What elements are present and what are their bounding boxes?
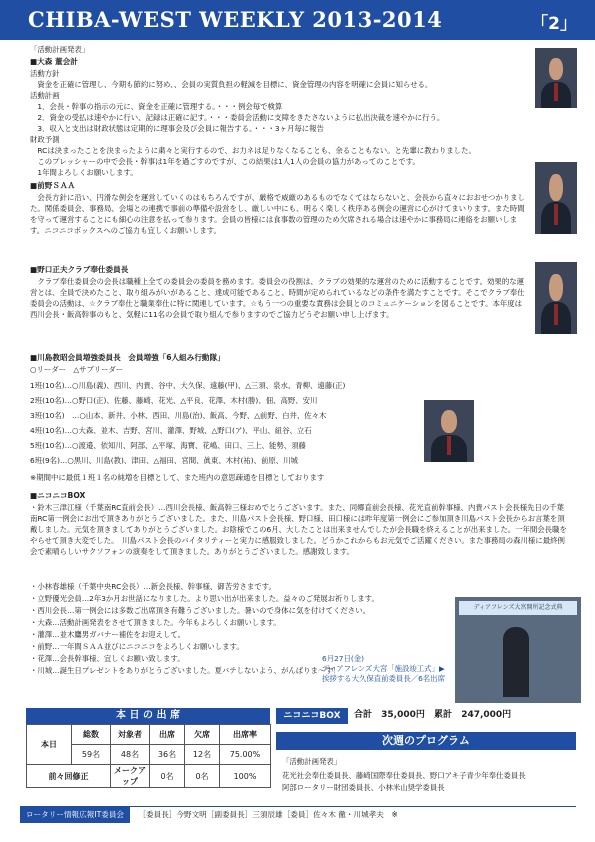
previous-makeup: 0名 (150, 765, 185, 788)
niconico-item: ・花澤…会長幹事様、宜しくお願い致します。 (30, 654, 185, 663)
group-line: 3班(10名) …○山本、新井、小林、西田、川島(治)、飯高、今野、△前野、白井、佐々木 (30, 411, 327, 420)
omori-name: ■大森 董会計 (30, 57, 78, 66)
event-banner: ディアフレンズ大宮開所記念式典 (459, 601, 577, 615)
noguchi-photo (535, 262, 577, 334)
footer (20, 806, 576, 823)
kawashima-name: ■川島教昭会員増強委員長 会員増強「6人組み行動隊」 (30, 353, 225, 362)
niconico-total-label: ニコニコBOX (276, 708, 348, 724)
omori-line: 活動方針 (30, 69, 60, 78)
niconico-heading: ■ニコニコBOX (30, 491, 86, 500)
page-number: 「2」 (531, 14, 577, 34)
today-label: 本日 (27, 725, 72, 765)
niconico-item: ・小林春雄様（千葉中央RC会長）…新会長様、幹事様、御苦労さまです。 (30, 582, 276, 591)
caption-line: 挨拶する大久保直前委員長／6名出席 (322, 674, 445, 683)
previous-rate: 100% (220, 765, 271, 788)
maeno-name: ■前野ＳＡＡ (30, 181, 76, 190)
previous-absent: 0名 (185, 765, 220, 788)
group-note: ※期間中に最低１班１名の純増を目標として、また班内の意思疎通を目標としております (30, 473, 325, 482)
next-program-heading: 「活動計画発表」 (282, 757, 342, 766)
total-label: 合計 (354, 710, 373, 720)
col-header: 欠席 (185, 725, 220, 745)
omori-line: 活動計画 (30, 91, 60, 100)
caption-line: ディアフレンズ大宮「施設竣工式」▶ (322, 664, 445, 673)
col-header: 出席 (150, 725, 185, 745)
section-heading: 「活動計画発表」 (30, 45, 90, 54)
caption-line: 6月27日(金) (322, 654, 365, 663)
cumulative-value: 247,000円 (461, 710, 512, 720)
noguchi-name: ■野口正夫クラブ奉仕委員長 (30, 265, 129, 274)
niconico-item: ・大森…活動計画発表をさせて頂きました。今年もよろしくお願いします。 (30, 618, 281, 627)
attendance-table (26, 724, 271, 788)
photo-caption (322, 654, 445, 684)
col-header: 出席率 (220, 725, 271, 745)
group-line: 6班(9名)…○黒川、川島(教)、津田、△福田、宮間、眞東、木村(祐)、前原、川城 (30, 456, 298, 465)
group-line: 5班(10名)…○渡邉、依知川、阿部、△平塚、海寶、花嶋、田口、三上、能勢、須藤 (30, 441, 306, 450)
niconico-item: ・西川会長…第一例会には多数ご出席頂き有難うございました。暑いので身体に気を付けてください。 (30, 606, 370, 615)
next-program-line: 阿部ロータリー財団委員長、小林米山奨学委員長 (282, 783, 445, 792)
today-rate: 75.00% (220, 745, 271, 765)
maeno-photo (535, 162, 577, 234)
group-line: 2班(10名)…○野口(正)、佐藤、藤崎、花光、△平良、花澤、木村(勝)、佃、高野、安川 (30, 396, 318, 405)
kawashima-photo (424, 400, 474, 462)
niconico-item: ・川城…誕生日プレゼントをありがとうございました。夏バテしないよう、がんばりま〜す！ (30, 666, 341, 675)
omori-photo (535, 48, 577, 108)
maeno-text: 会長方針に沿い、円滑な例会を運営していくのはもちろんですが、厳格で威厳のあるものでなくてはならないと、会長から直々におおせつかりました。関係委員会、事務局、会場との連携で事前の準備や設営をし、厳しい中にも、明るく楽しく秩序ある例会の運営に心がけてまいります。また時間を守って運営することにも細心の注意を払って参ります。会員の皆様には食事数の管理のため欠席される場合は速やかに事務局に連絡をお願いします。ニコニコボックスへのご協力も宜しくお願いします。 (30, 193, 525, 235)
col-header: 総数 (72, 725, 111, 745)
group-line: 1班(10名)…○川島(義)、西川、内貴、谷中、大久保、遠藤(甲)、△三須、泉水、青柳、遠藤(正) (30, 381, 346, 390)
omori-line: RCは決まったことを決まったように粛々と実行するので、お力ネは足りなくなることも、余ることもない。と先輩に教わりました。 (30, 146, 476, 155)
attendance-title: 本 日 の 出 席 (26, 708, 270, 724)
today-total: 59名 (72, 745, 111, 765)
newsletter-header (0, 0, 595, 40)
group-line: 4班(10名)…○大森、並木、吉野、宮川、灌澤、野城、△野口(ア)、平山、紐谷、立石 (30, 426, 312, 435)
omori-line: 2．資金の受払は速やかに行い、記録は正確に記す。・・・委員会活動に支障をきたさないように払出決裁を速やかに行う。 (30, 113, 445, 122)
today-absent: 12名 (185, 745, 220, 765)
makeup-label: メークアップ (111, 765, 150, 788)
omori-line: 1年間よろしくお願いします。 (30, 168, 138, 177)
footer-committee: ロータリー情報広報IT委員会 (20, 807, 130, 823)
omori-line: 資金を正確に管理し、今期も節約に努め、、会員の実質負担の軽減を目標に、資金管理の内容を明確に会員に知らせる。 (30, 80, 433, 89)
next-program-title: 次週のプログラム (276, 732, 576, 750)
today-eligible: 48名 (111, 745, 150, 765)
omori-line: 財政予測 (30, 135, 60, 144)
niconico-item: ・灌澤…並木鷹男ガバナー補佐をお迎えして。 (30, 630, 186, 639)
next-program-line: 花光社会奉仕委員長、藤崎国際奉仕委員長、野口アキ子青少年奉仕委員長 (282, 771, 526, 780)
event-photo (455, 597, 581, 703)
omori-line: 3．収入と支出は財政状態は定期的に理事会及び会員に報告する。・・・3ヶ月毎に報告 (30, 124, 324, 133)
niconico-item: ・鈴木三津江様（千葉南RC直前会長）…西川会長様、飯高幹三様おめでとうございます。また、同郷直前会長様、花光直前幹事様、内貴パスト会長様先日の千葉南RC第一例会にお出で頂きありがとうございました。また、川島パスト会長様、野口様、田口様には昨年度第一例会にご参加頂き川島パスト会長からお言葉を頂戴しました。元気を頂きましてありがとうございました。お陰様でこの6月、大したことは出来ませんでしたが会長職を終えることが出来ました。一年間会長職をやらせて頂き大変でした。 川島パスト会長のバイタリティーと実力に感服致しました。どうかこれからもお元気でご活躍ください。また事務局の森川様に最終例会で素晴らしいサクソフォンの演奏をして頂きました。ありがとうございました。感謝致します。 (30, 503, 567, 556)
niconico-total-line (354, 710, 511, 721)
cumulative-label: 累計 (434, 710, 453, 720)
newsletter-title: CHIBA-WEST WEEKLY 2013-2014 (28, 7, 443, 32)
today-present: 36名 (150, 745, 185, 765)
niconico-item: ・前野…一年間ＳＡＡ並びにニコニコをよろしくお願いします。 (30, 642, 244, 651)
omori-line: このプレッシャーの中で会長・幹事は1年を過ごすのですが、この結果は1人1人の会員の協力があってのことです。 (30, 157, 420, 166)
speaker-figure (503, 627, 529, 697)
niconico-item: ・立野優光会員…2年3か月お世話になりました。より思い出が出来ました。益々のご発展お祈りします。 (30, 594, 379, 603)
noguchi-text: クラブ奉仕委員会の会長は職種上全ての委員会の委員を務めます。委員会の役割は、クラブの効果的な運営のために活動することです。効果的な運営とは、全員で決めたこと、取り組みがいがあること、達成可能であること、時間が定められているなどの条件を満たすことです。そこでクラブ奉仕委員会の活動は、☆クラブ奉仕と職業奉仕に特に関連しています。☆もう一つの重要な責務は会員とのコミュニケーションを図ることです。本年度は西川会長・飯高幹事のもと、気軽に11名の会員で取り組んで参りますのでご協力どうぞお願い申し上げます。 (30, 277, 525, 319)
total-value: 35,000円 (381, 710, 425, 720)
previous-label: 前々回修正 (27, 765, 111, 788)
group-legend: ○リーダー △サブリーダー (30, 365, 124, 374)
footer-members: ［委員長］今野文明［副委員長］三須辰雄［委員］佐々木 徹・川城孝夫 ※ (138, 810, 398, 819)
omori-line: 1．会長・幹事の指示の元に、資金を正確に管理する。・・・例会毎で検算 (30, 102, 283, 111)
col-header: 対象者 (111, 725, 150, 745)
